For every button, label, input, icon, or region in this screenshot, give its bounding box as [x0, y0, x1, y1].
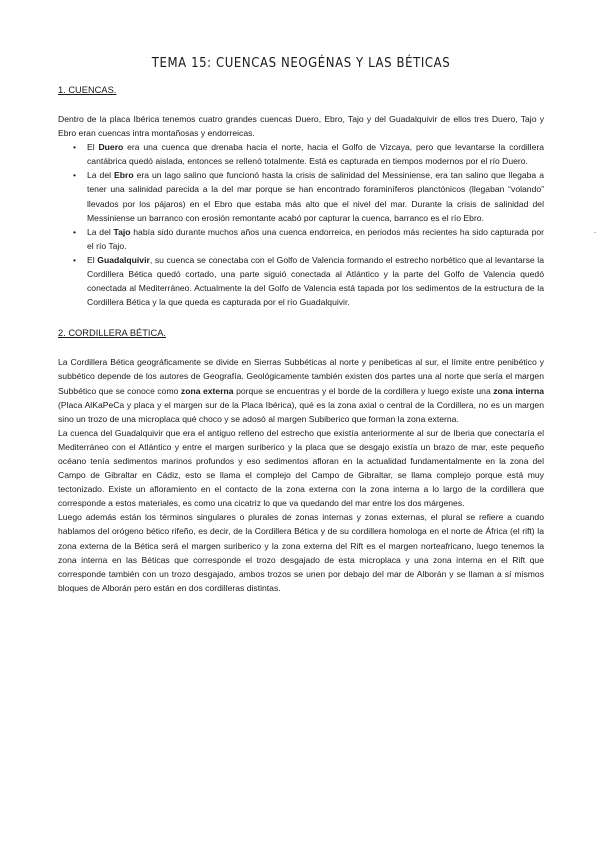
page-title: TEMA 15: CUENCAS NEOGÉNAS Y LAS BÉTICAS — [151, 56, 451, 71]
term-guadalquivir: Guadalquivir — [97, 254, 150, 265]
betica-paragraph-2: La cuenca del Guadalquivir que era el antiguo relleno del estrecho que existía anteriormente al sur de Iberia que conectaría el Mediterráneo con el Atlántico y entre el margen suriberico y la placa que se desgajo existía un brazo de mar, este pequeño océano tenía sedimentos marinos profundos y eso sedimentos afloran en la actualidad fundamentalmente en la zona del Campo de Gibraltar en Cádiz, esto se llama el complejo del Campo de Gibraltar, se llama complejo porque está muy tectonizado. Existe un afloramiento en el contacto de la zona externa con la zona interna a lo largo de la cordillera que corresponde a estos materiales, es como una cicatriz lo que va quedando del mar entre los dos márgenes. — [58, 427, 544, 509]
term-ebro: Ebro — [114, 170, 134, 181]
term-tajo: Tajo — [113, 226, 131, 237]
margin-mark: - — [594, 230, 596, 236]
document-page — [58, 56, 544, 595]
list-item-ebro: • La del Ebro era un lago salino que funcionó hasta la crisis de salinidad del Messiniense, era tan salino que llegaba a tener una salinidad parecida a la del mar porque se han encontrado foraminíferos planctónicos (llegaban “volando” llevados por los pájaros) en el Ebro que estaba más alto que el nivel del mar. Durante la crisis de salinidad del Messiniense un barranco con erosión remontante acabó por capturar la cuenca, barranco es el río Ebro. — [87, 168, 544, 224]
section-heading-cordillera-betica: 2. CORDILLERA BÉTICA. — [58, 328, 166, 339]
cuencas-intro-paragraph: Dentro de la placa Ibérica tenemos cuatro grandes cuencas Duero, Ebro, Tajo y del Guadalquivir de ellos tres Duero, Tajo y Ebro eran cuencas intra montañosas y endorreicas. — [58, 114, 544, 139]
list-item-duero: • El Duero era una cuenca que drenaba hacia el norte, hacia el Golfo de Vizcaya, pero que levantarse la cordillera cantábrica quedó aislada, entonces se rellenó totalmente. Está es capturada en tiempos modernos por el río Duero. — [87, 140, 544, 168]
section-heading-cuencas: 1. CUENCAS. — [58, 85, 117, 95]
term-zona-externa: zona externa — [180, 385, 234, 396]
cuencas-bullet-list — [58, 140, 544, 309]
betica-paragraph-1: La Cordillera Bética geográficamente se divide en Sierras Subbéticas al norte y penibeticas al sur, el límite entre penibético y subbético depende de los autores de Geografía. Geológicamente también existen dos partes una al norte que sería el margen Subbético que se conoce como zona externa porque se encuentras y el borde de la cordillera y luego existe una zona interna (Placa AlKaPeCa y placa y el margen sur de la Placa Ibérica), qué es la zona axial o central de la Cordillera, no es un margen sino un trozo de una microplaca qué choco y se adosó al margen Subiberico que forman la zona externa. — [58, 357, 544, 424]
list-item-tajo: • La del Tajo había sido durante muchos años una cuenca endorreica, en periodos más recientes ha sido capturada por el río Tajo. — [87, 225, 544, 253]
term-zona-interna: zona interna — [493, 385, 544, 396]
betica-paragraph-3: Luego además están los términos singulares o plurales de zonas internas y zonas externas, el plural se refiere a cuando hablamos del orógeno bético rifeño, es decir, de la Cordillera Bética y de su cordillera homologa en el norte de África (el rift) la zona externa de la Bética será el margen suriberico y la zona externa del Rift es el margen norteafricano, luego tenemos la zona interna en las Béticas que corresponde el trozo desgajado de esta microplaca y una zona interna en el Rift que corresponde también con un trozo desgajado, ambos trozos se unen por debajo del mar de Alborán y se llaman a sí mismos bloques de Alborán pero están en dos cordilleras distintas. — [58, 512, 544, 593]
term-duero: Duero — [98, 142, 124, 153]
list-item-guadalquivir: • El Guadalquivir, su cuenca se conectaba con el Golfo de Valencia formando el estrecho norbético que al levantarse la Cordillera Bética quedó cortado, una parte siguió conectada al Atlántico y la parte del Golfo de Valencia quedó conectada al Mediterráneo. Actualmente la del Golfo de Valencia está tapada por los sedimentos de la estructura de la Cordillera Bética y la que queda es capturada por el río Guadalquivir. — [87, 253, 544, 309]
